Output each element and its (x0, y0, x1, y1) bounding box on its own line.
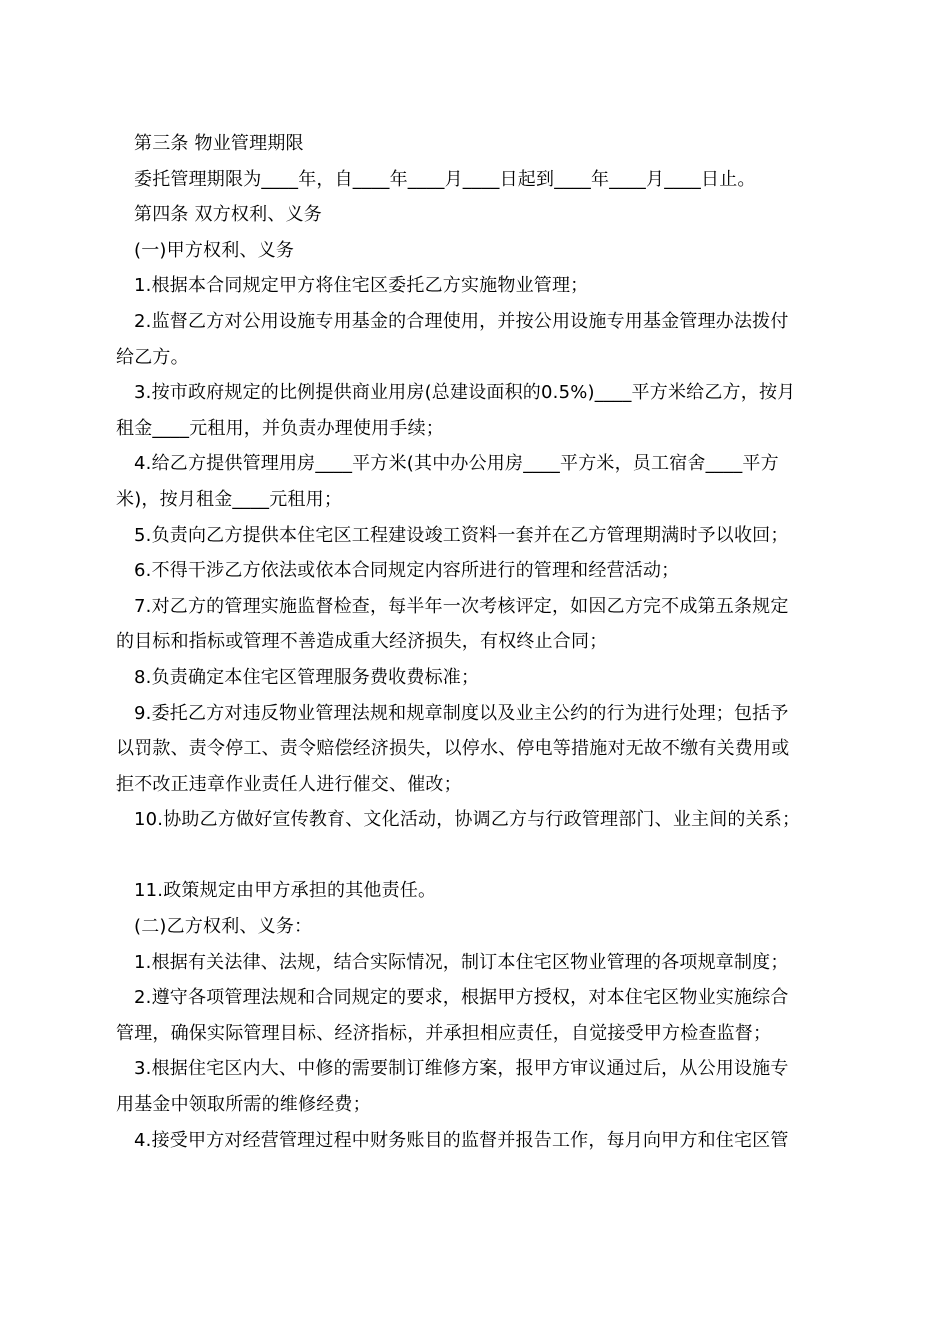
party-a-item-8: 8.负责确定本住宅区管理服务费收费标准； (134, 666, 480, 688)
paragraph-gap (116, 838, 836, 874)
document-page (116, 126, 836, 1158)
party-b-item-2: 2.遵守各项管理法规和合同规定的要求，根据甲方授权，对本住宅区物业实施综合 (134, 987, 789, 1009)
party-a-item-7-cont: 的目标和指标或管理不善造成重大经济损失，有权终止合同； (116, 631, 608, 653)
party-a-item-4: 4.给乙方提供管理用房____平方米(其中办公用房____平方米，员工宿舍____平方 (134, 453, 779, 475)
party-a-item-9: 9.委托乙方对违反物业管理法规和规章制度以及业主公约的行为进行处理；包括予 (134, 702, 789, 724)
party-b-section-heading: (二)乙方权利、义务： (134, 916, 313, 938)
party-a-item-10: 10.协助乙方做好宣传教育、文化活动，协调乙方与行政管理部门、业主间的关系； (134, 809, 801, 831)
party-a-item-4-cont: 米)，按月租金____元租用； (116, 488, 343, 510)
management-term-clause: 委托管理期限为____年，自____年____月____日起到____年____月____日止。 (134, 168, 756, 190)
party-a-item-6: 6.不得干涉乙方依法或依本合同规定内容所进行的管理和经营活动； (134, 560, 680, 582)
party-a-item-11: 11.政策规定由甲方承担的其他责任。 (134, 880, 437, 902)
party-a-item-3-cont: 租金____元租用，并负责办理使用手续； (116, 417, 444, 439)
party-a-item-9-cont-2: 拒不改正违章作业责任人进行催交、催改； (116, 773, 462, 795)
party-b-item-3: 3.根据住宅区内大、中修的需要制订维修方案，报甲方审议通过后，从公用设施专 (134, 1058, 789, 1080)
party-a-item-2-cont: 给乙方。 (116, 346, 189, 368)
party-b-item-4: 4.接受甲方对经营管理过程中财务账目的监督并报告工作，每月向甲方和住宅区管 (134, 1129, 789, 1151)
party-a-item-5: 5.负责向乙方提供本住宅区工程建设竣工资料一套并在乙方管理期满时予以收回； (134, 524, 789, 546)
party-a-item-7: 7.对乙方的管理实施监督检查，每半年一次考核评定，如因乙方完不成第五条规定 (134, 595, 789, 617)
party-a-item-2: 2.监督乙方对公用设施专用基金的合理使用，并按公用设施专用基金管理办法拨付 (134, 310, 789, 332)
article-4-heading: 第四条 双方权利、义务 (134, 204, 322, 226)
party-a-section-heading: (一)甲方权利、义务 (134, 239, 295, 261)
party-b-item-2-cont: 管理，确保实际管理目标、经济指标，并承担相应责任，自觉接受甲方检查监督； (116, 1022, 772, 1044)
party-a-item-1: 1.根据本合同规定甲方将住宅区委托乙方实施物业管理； (134, 275, 589, 297)
party-b-item-3-cont: 用基金中领取所需的维修经费； (116, 1094, 371, 1116)
party-b-item-1: 1.根据有关法律、法规，结合实际情况，制订本住宅区物业管理的各项规章制度； (134, 951, 789, 973)
article-3-heading: 第三条 物业管理期限 (134, 133, 304, 154)
party-a-item-9-cont-1: 以罚款、责令停工、责令赔偿经济损失，以停水、停电等措施对无故不缴有关费用或 (116, 738, 790, 760)
party-a-item-3: 3.按市政府规定的比例提供商业用房(总建设面积的0.5%)____平方米给乙方，按月 (134, 382, 796, 404)
